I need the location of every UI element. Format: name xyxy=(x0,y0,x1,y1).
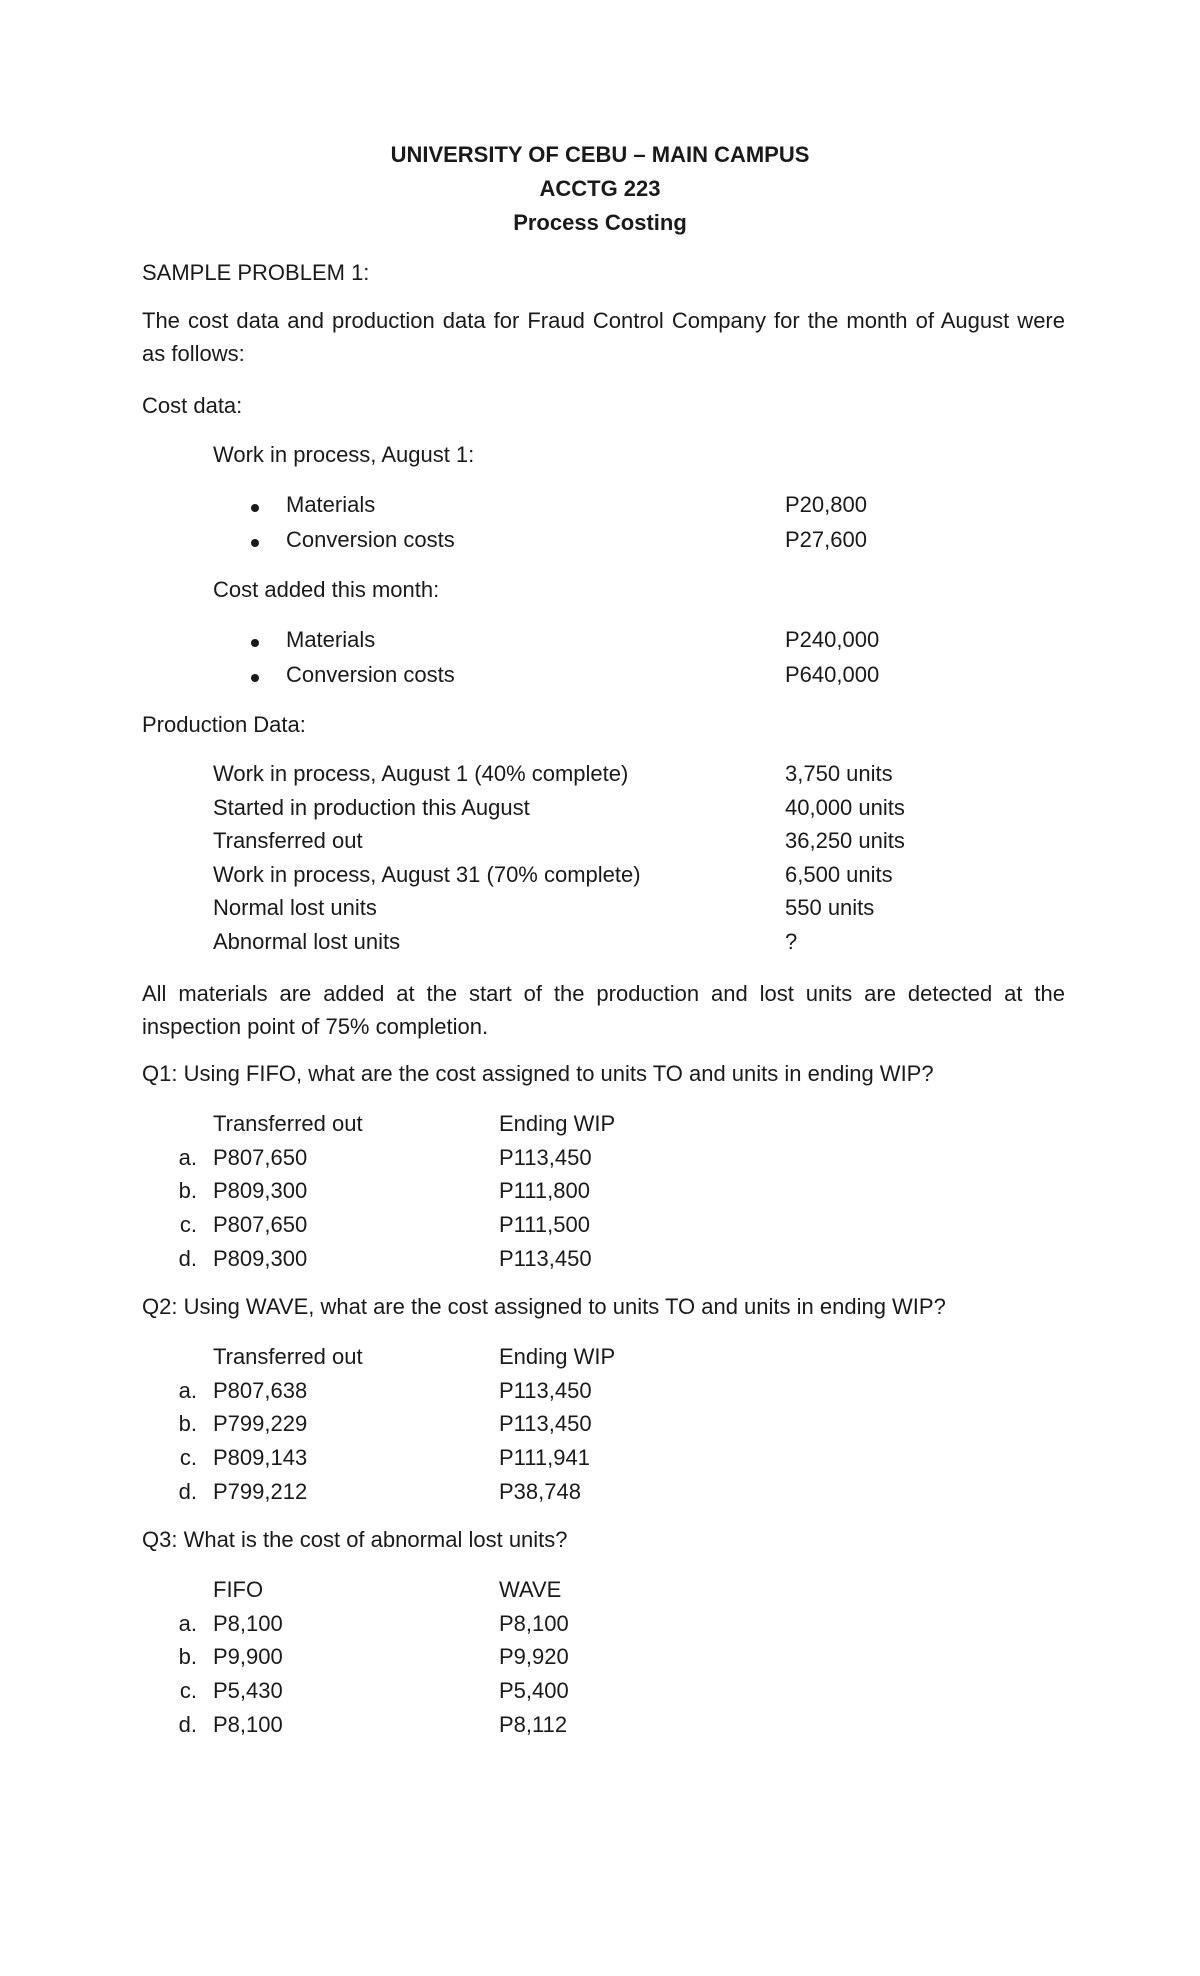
production-row-value: 550 units xyxy=(785,895,875,920)
option-value-b: P111,800 xyxy=(499,1178,590,1203)
option-value-a: P809,300 xyxy=(213,1178,308,1203)
option-letter: c. xyxy=(179,1445,197,1470)
question-3-text: Q3: What is the cost of abnormal lost units? xyxy=(142,1527,568,1552)
option-value-b: P9,920 xyxy=(499,1644,569,1669)
option-value-b: P111,500 xyxy=(499,1212,590,1237)
added-conversion-value: P640,000 xyxy=(785,662,880,687)
q1-col2-header: Ending WIP xyxy=(499,1111,616,1136)
question-2-text: Q2: Using WAVE, what are the cost assigned to units TO and units in ending WIP? xyxy=(142,1294,946,1319)
option-letter: c. xyxy=(179,1212,197,1237)
problem-intro: The cost data and production data for Fraud Control Company for the month of August were as follows: xyxy=(142,308,1065,366)
option-value-b: P113,450 xyxy=(499,1246,592,1271)
option-value-a: P8,100 xyxy=(213,1712,283,1737)
wip-materials-label: Materials xyxy=(286,492,376,517)
bullet-icon xyxy=(251,639,259,647)
production-row-label: Work in process, August 31 (70% complete) xyxy=(213,862,641,887)
added-materials-value: P240,000 xyxy=(785,627,880,652)
production-row-label: Normal lost units xyxy=(213,895,377,920)
option-letter: b. xyxy=(178,1644,197,1669)
question-1-text: Q1: Using FIFO, what are the cost assigned to units TO and units in ending WIP? xyxy=(142,1061,934,1086)
production-row-value: 40,000 units xyxy=(785,795,905,820)
option-value-b: P113,450 xyxy=(499,1378,592,1403)
university-title: UNIVERSITY OF CEBU – MAIN CAMPUS xyxy=(390,142,810,167)
option-value-b: P113,450 xyxy=(499,1145,592,1170)
option-value-a: P9,900 xyxy=(213,1644,283,1669)
option-value-a: P807,650 xyxy=(213,1145,308,1170)
option-letter: b. xyxy=(178,1178,197,1203)
option-value-a: P809,300 xyxy=(213,1246,308,1271)
bullet-icon xyxy=(251,539,259,547)
added-materials-label: Materials xyxy=(286,627,376,652)
option-value-b: P8,100 xyxy=(499,1611,569,1636)
added-label: Cost added this month: xyxy=(213,577,440,602)
option-value-a: P799,212 xyxy=(213,1479,308,1504)
option-value-a: P807,638 xyxy=(213,1378,308,1403)
wip-materials-value: P20,800 xyxy=(785,492,867,517)
option-value-a: P5,430 xyxy=(213,1678,283,1703)
q2-col2-header: Ending WIP xyxy=(499,1344,616,1369)
cost-data-label: Cost data: xyxy=(142,393,243,418)
option-value-b: P38,748 xyxy=(499,1479,581,1504)
production-row-value: 6,500 units xyxy=(785,862,893,887)
option-value-a: P799,229 xyxy=(213,1411,308,1436)
added-conversion-label: Conversion costs xyxy=(286,662,455,687)
option-letter: c. xyxy=(179,1678,197,1703)
production-row-label: Transferred out xyxy=(213,828,363,853)
production-row-value: ? xyxy=(785,929,798,954)
course-code: ACCTG 223 xyxy=(539,176,661,201)
problem-title: SAMPLE PROBLEM 1: xyxy=(142,260,370,285)
q1-col1-header: Transferred out xyxy=(213,1111,363,1136)
production-row-label: Started in production this August xyxy=(213,795,530,820)
problem-note: All materials are added at the start of the production and lost units are detected at the inspection point of 75% completion. xyxy=(142,981,1065,1039)
q3-col1-header: FIFO xyxy=(213,1577,264,1602)
production-row-value: 36,250 units xyxy=(785,828,905,853)
option-value-a: P809,143 xyxy=(213,1445,308,1470)
topic-title: Process Costing xyxy=(513,210,687,235)
production-row-value: 3,750 units xyxy=(785,761,893,786)
option-value-b: P113,450 xyxy=(499,1411,592,1436)
option-letter: d. xyxy=(178,1246,197,1271)
option-letter: d. xyxy=(178,1479,197,1504)
production-data-label: Production Data: xyxy=(142,712,306,737)
option-value-b: P8,112 xyxy=(499,1712,568,1737)
bullet-icon xyxy=(251,504,259,512)
bullet-icon xyxy=(251,674,259,682)
option-letter: d. xyxy=(178,1712,197,1737)
q3-col2-header: WAVE xyxy=(499,1577,562,1602)
option-value-a: P807,650 xyxy=(213,1212,308,1237)
wip-label: Work in process, August 1: xyxy=(213,442,475,467)
production-row-label: Abnormal lost units xyxy=(213,929,401,954)
wip-conversion-value: P27,600 xyxy=(785,527,867,552)
option-letter: b. xyxy=(178,1411,197,1436)
q2-col1-header: Transferred out xyxy=(213,1344,363,1369)
option-letter: a. xyxy=(178,1145,197,1170)
production-row-label: Work in process, August 1 (40% complete) xyxy=(213,761,629,786)
wip-conversion-label: Conversion costs xyxy=(286,527,455,552)
option-value-b: P5,400 xyxy=(499,1678,569,1703)
option-letter: a. xyxy=(178,1378,197,1403)
option-value-a: P8,100 xyxy=(213,1611,283,1636)
option-value-b: P111,941 xyxy=(499,1445,590,1470)
option-letter: a. xyxy=(178,1611,197,1636)
